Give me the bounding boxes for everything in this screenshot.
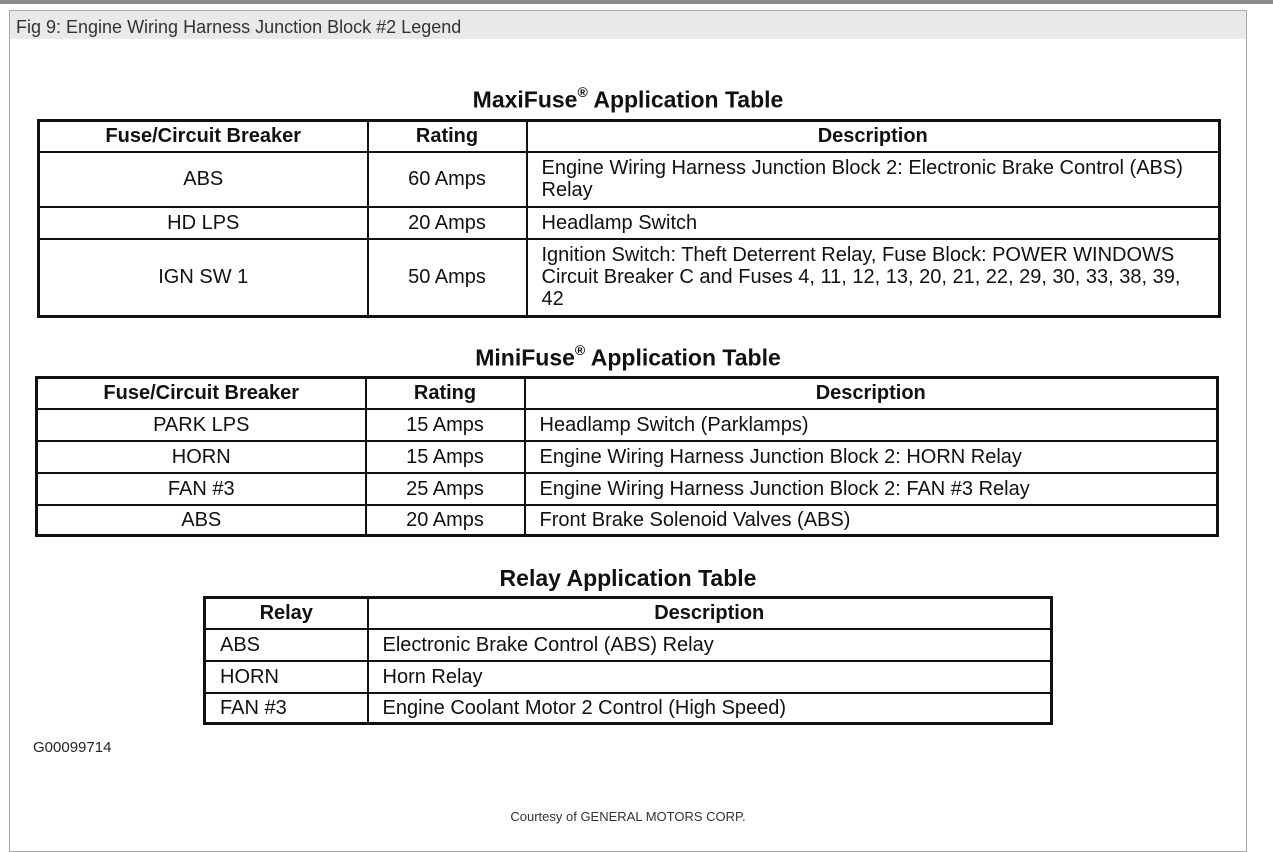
fuse-cell: HORN [37, 441, 366, 473]
relay-table [203, 596, 1053, 725]
description-cell: Front Brake Solenoid Valves (ABS) [525, 505, 1218, 536]
fuse-cell: HD LPS [39, 207, 368, 239]
relay-table-title: Relay Application Table [499, 565, 757, 591]
rating-cell: 15 Amps [366, 441, 525, 473]
column-header-fuse: Fuse/Circuit Breaker [37, 378, 366, 409]
table-header-row [37, 378, 1218, 409]
maxifuse-table-title [36, 86, 1220, 114]
table-row [37, 473, 1218, 505]
rating-cell: 25 Amps [366, 473, 525, 505]
rating-cell: 15 Amps [366, 409, 525, 441]
table-row [39, 239, 1220, 317]
table-row [39, 207, 1220, 239]
rating-cell: 20 Amps [366, 505, 525, 536]
fuse-cell: ABS [37, 505, 366, 536]
table-row [37, 409, 1218, 441]
column-header-description: Description [527, 121, 1220, 152]
description-cell: Headlamp Switch [527, 207, 1220, 239]
description-cell: Ignition Switch: Theft Deterrent Relay, Fuse Block: POWER WINDOWS Circuit Breaker C and Fuses 4, 11, 12, 13, 20, 21, 22, 29, 30, 33, 38, 39, 42 [527, 239, 1220, 317]
minifuse-table [35, 376, 1219, 537]
table-row [37, 441, 1218, 473]
relay-cell: ABS [205, 629, 368, 661]
figure-caption: Fig 9: Engine Wiring Harness Junction Block #2 Legend [16, 17, 462, 37]
minifuse-registered-mark: ® [574, 342, 586, 358]
maxifuse-table [37, 119, 1221, 318]
table-row [205, 693, 1052, 724]
description-cell: Engine Coolant Motor 2 Control (High Speed) [368, 693, 1052, 724]
fuse-cell: FAN #3 [37, 473, 366, 505]
fuse-cell: ABS [39, 152, 368, 207]
column-header-relay: Relay [205, 598, 368, 629]
relay-cell: HORN [205, 661, 368, 693]
maxifuse-title-text: MaxiFuse [472, 86, 578, 113]
minifuse-table-title [36, 344, 1220, 372]
rating-cell: 20 Amps [368, 207, 527, 239]
maxifuse-registered-mark: ® [577, 84, 588, 100]
window-top-border [0, 0, 1273, 4]
description-cell: Engine Wiring Harness Junction Block 2: FAN #3 Relay [525, 473, 1218, 505]
figure-code: G00099714 [33, 739, 112, 756]
courtesy-line: Courtesy of GENERAL MOTORS CORP. [510, 809, 746, 824]
column-header-description: Description [525, 378, 1218, 409]
table-row [37, 505, 1218, 536]
column-header-rating: Rating [366, 378, 525, 409]
table-row [39, 152, 1220, 207]
description-cell: Engine Wiring Harness Junction Block 2: Electronic Brake Control (ABS) Relay [527, 152, 1220, 207]
description-cell: Electronic Brake Control (ABS) Relay [368, 629, 1052, 661]
rating-cell: 50 Amps [368, 239, 527, 317]
description-cell: Horn Relay [368, 661, 1052, 693]
table-header-row [205, 598, 1052, 629]
minifuse-title-text: MiniFuse [475, 344, 575, 371]
column-header-fuse: Fuse/Circuit Breaker [39, 121, 368, 152]
column-header-rating: Rating [368, 121, 527, 152]
table-row [205, 629, 1052, 661]
rating-cell: 60 Amps [368, 152, 527, 207]
description-cell: Headlamp Switch (Parklamps) [525, 409, 1218, 441]
maxifuse-title-rest: Application Table [587, 86, 784, 113]
table-row [205, 661, 1052, 693]
relay-cell: FAN #3 [205, 693, 368, 724]
fuse-cell: PARK LPS [37, 409, 366, 441]
description-cell: Engine Wiring Harness Junction Block 2: HORN Relay [525, 441, 1218, 473]
column-header-description: Description [368, 598, 1052, 629]
table-header-row [39, 121, 1220, 152]
minifuse-title-rest: Application Table [585, 344, 781, 371]
fuse-cell: IGN SW 1 [39, 239, 368, 317]
